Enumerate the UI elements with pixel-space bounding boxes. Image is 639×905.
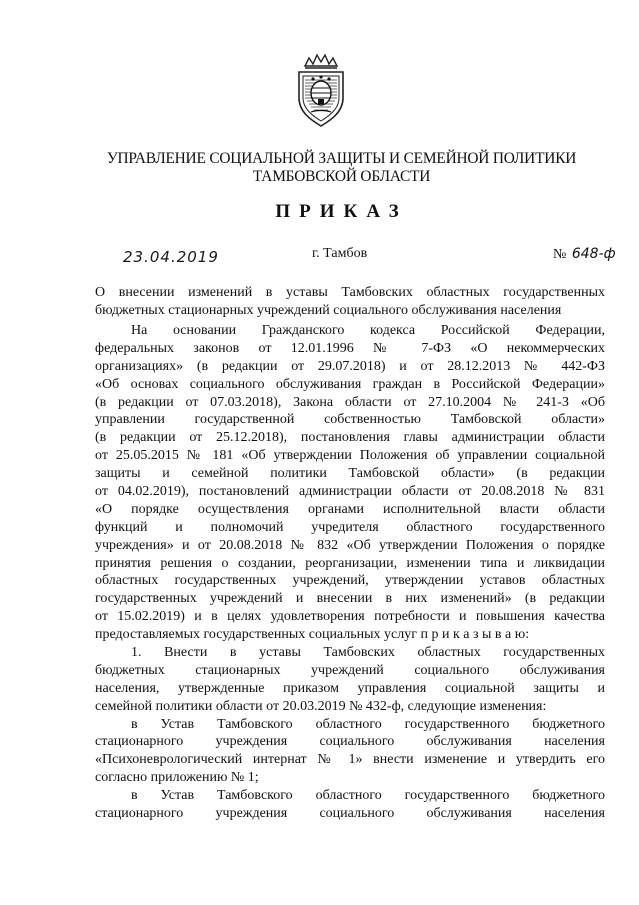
body-line: 1. Внести в уставы Тамбовских областных государственных [131, 645, 605, 661]
body-line: от 04.02.2019), постановлений администрации области от 20.08.2018 № 831 [95, 484, 605, 500]
document-type-title: ПРИКАЗ [275, 201, 408, 222]
document-date: 23.04.2019 [123, 248, 219, 266]
body-line: от 15.02.2019) и в целях удовлетворения потребности и повышения качества [95, 609, 605, 625]
organization-name-line2: ТАМБОВСКОЙ ОБЛАСТИ [252, 168, 431, 185]
body-line: семейной политики области от 20.03.2019 № 432-ф, следующие изменения: [95, 698, 547, 714]
document-city: г. Тамбов [312, 246, 368, 261]
body-line: бюджетных стационарных учреждений социального обслуживания [95, 662, 605, 678]
document-subject [95, 284, 605, 320]
number-value: 648-ф [571, 246, 616, 262]
body-line: от 25.05.2015 № 181 «Об утверждении Положения об управлении социальной [95, 448, 605, 464]
number-prefix: № [553, 247, 567, 262]
body-line: областных государственных учреждений, утверждении уставов областных [95, 573, 605, 589]
tambov-coat-of-arms-icon [291, 52, 351, 128]
organization-name-line1: УПРАВЛЕНИЕ СОЦИАЛЬНОЙ ЗАЩИТЫ И СЕМЕЙНОЙ ПОЛИТИКИ [106, 150, 577, 167]
body-line: «Об основах социального обслуживания граждан в Российской Федерации» [95, 376, 605, 392]
body-line: (в редакции от 07.03.2018), Закона области от 27.10.2004 № 241-З «Об [95, 394, 605, 410]
body-line: «О порядке осуществления органами исполнительной власти области [95, 501, 605, 517]
body-line: (в редакции от 25.12.2018), постановления главы администрации области [95, 430, 605, 446]
subject-line: бюджетных стационарных учреждений социального обслуживания населения [95, 302, 562, 318]
body-line: функций и полномочий учредителя областного государственного [95, 519, 605, 535]
body-line: населения, утвержденные приказом управления социальной защиты и [95, 680, 605, 696]
body-line: стационарного учреждения социального обслуживания населения [95, 734, 605, 750]
body-line: согласно приложению № 1; [95, 770, 259, 786]
body-line: защиты и семейной политики Тамбовской области» (в редакции [95, 466, 605, 482]
body-line: федеральных законов от 12.01.1996 № 7-ФЗ «О некоммерческих [95, 340, 605, 356]
body-line: стационарного учреждения социального обслуживания населения [95, 806, 605, 822]
body-line: «Психоневрологический интернат № 1» внести изменение и утвердить его [95, 752, 605, 768]
body-line: учреждения» и от 20.08.2018 № 832 «Об утверждении Положения о порядке [95, 537, 605, 553]
body-line: На основании Гражданского кодекса Российской Федерации, [131, 323, 605, 338]
document-number [553, 246, 616, 263]
body-line: государственных учреждений и внесении в них изменений» (в редакции [95, 591, 605, 607]
body-line: управлении государственной собственностью Тамбовской области» [95, 412, 605, 428]
body-line: предоставляемых государственных социальных услуг п р и к а з ы в а ю: [95, 627, 530, 643]
body-line: в Устав Тамбовского областного государственного бюджетного [131, 716, 605, 732]
body-line: принятия решения о создании, реорганизации, изменении типа и ликвидации [95, 555, 605, 571]
subject-line: О внесении изменений в уставы Тамбовских областных государственных [95, 285, 605, 300]
document-body [95, 322, 605, 823]
body-line: организациях» (в редакции от 29.07.2018) и от 28.12.2013 № 442-ФЗ [95, 358, 605, 374]
body-line: в Устав Тамбовского областного государственного бюджетного [131, 788, 605, 804]
